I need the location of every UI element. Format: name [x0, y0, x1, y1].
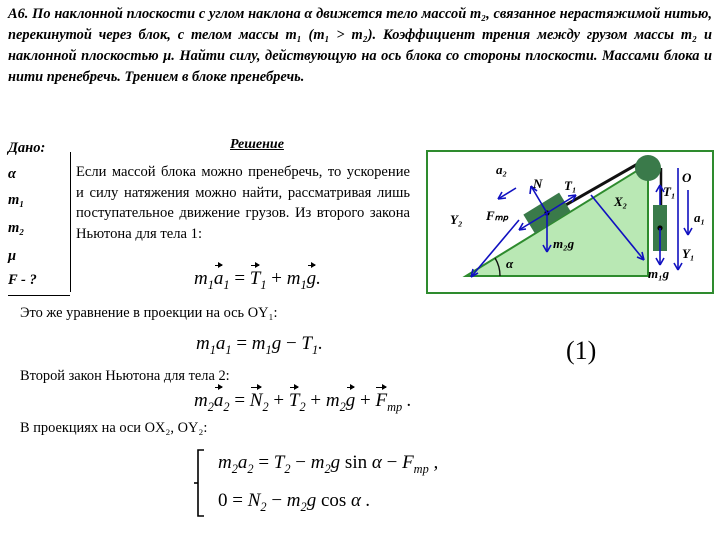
- given-divider-horizontal: [8, 295, 70, 296]
- label-T1-incline: T₁: [564, 178, 577, 193]
- solution-title: Решение: [230, 137, 284, 152]
- problem-number: А6.: [8, 6, 29, 22]
- given-divider-vertical: [70, 152, 71, 292]
- label-X2: X₂: [614, 194, 628, 209]
- label-Y1: Y₁: [682, 246, 695, 261]
- equation-newton-body1: $m_1a_1 = T_1 + m_1g$.: [194, 268, 321, 292]
- label-alpha: α: [506, 256, 514, 271]
- given-m2: m₂: [8, 220, 25, 236]
- system-brace: [192, 448, 208, 520]
- equation-projection-ox2: $m_2a_2 = T_2 - m_2g$ $\sin \alpha - F_{mp}$ ,: [218, 452, 439, 476]
- label-a2: a₂: [496, 162, 508, 177]
- label-O: O: [682, 170, 692, 185]
- projections-text: В проекциях на оси OX₂, OY₂:: [20, 420, 208, 436]
- equation-newton-body2: $m_2a_2 = N_2 + T_2 + m_2g + F_{mp}$ .: [194, 390, 412, 414]
- label-Ffr: Fₘₚ: [486, 208, 509, 223]
- problem-statement: [8, 4, 712, 88]
- second-law-text: Второй закон Ньютона для тела 2:: [20, 368, 230, 384]
- label-a1: a₁: [694, 210, 706, 225]
- equation-projection-oy2: $0 = N_2 - m_2g$ cos α .: [218, 490, 371, 514]
- given-find: F - ?: [8, 272, 37, 288]
- problem-text: По наклонной плоскости с углом наклона α движется тело массой m₂, связанное нерастяжимой нитью, перекинутой через блок, с телом массы m₁ (m₁ > m₂). Коэффициент трения между грузом массы m₂ и наклонной плоскостью μ. Найти силу, действующую на ось блока со стороны плоскости. Массами блока и нити пренебречь. Трением в блоке пренебречь.: [8, 6, 712, 85]
- given-alpha: α: [8, 166, 17, 182]
- label-m2g: m₂g: [553, 236, 575, 251]
- projection-text: Это же уравнение в проекции на ось OY₁:: [20, 305, 278, 321]
- given-title: Дано:: [8, 140, 46, 156]
- given-mu: μ: [8, 248, 17, 264]
- pulley-icon: [635, 155, 661, 181]
- solution-intro: Если массой блока можно пренебречь, то ускорение и силу натяжения можно найти, рассматривая лишь поступательное движение грузов. Из второго закона Ньютона для тела 1:: [76, 164, 410, 242]
- label-N: N: [533, 176, 543, 191]
- equation-number: (1): [566, 336, 597, 365]
- incline-diagram: [426, 150, 714, 294]
- label-m1g: m₁g: [648, 266, 670, 281]
- label-T1-hang: T₁: [663, 184, 676, 199]
- label-Y2: Y₂: [450, 212, 463, 227]
- equation-projection-oy1: $m_1a_1 = m_1g - T_1$.: [196, 333, 323, 357]
- given-m1: m₁: [8, 192, 25, 208]
